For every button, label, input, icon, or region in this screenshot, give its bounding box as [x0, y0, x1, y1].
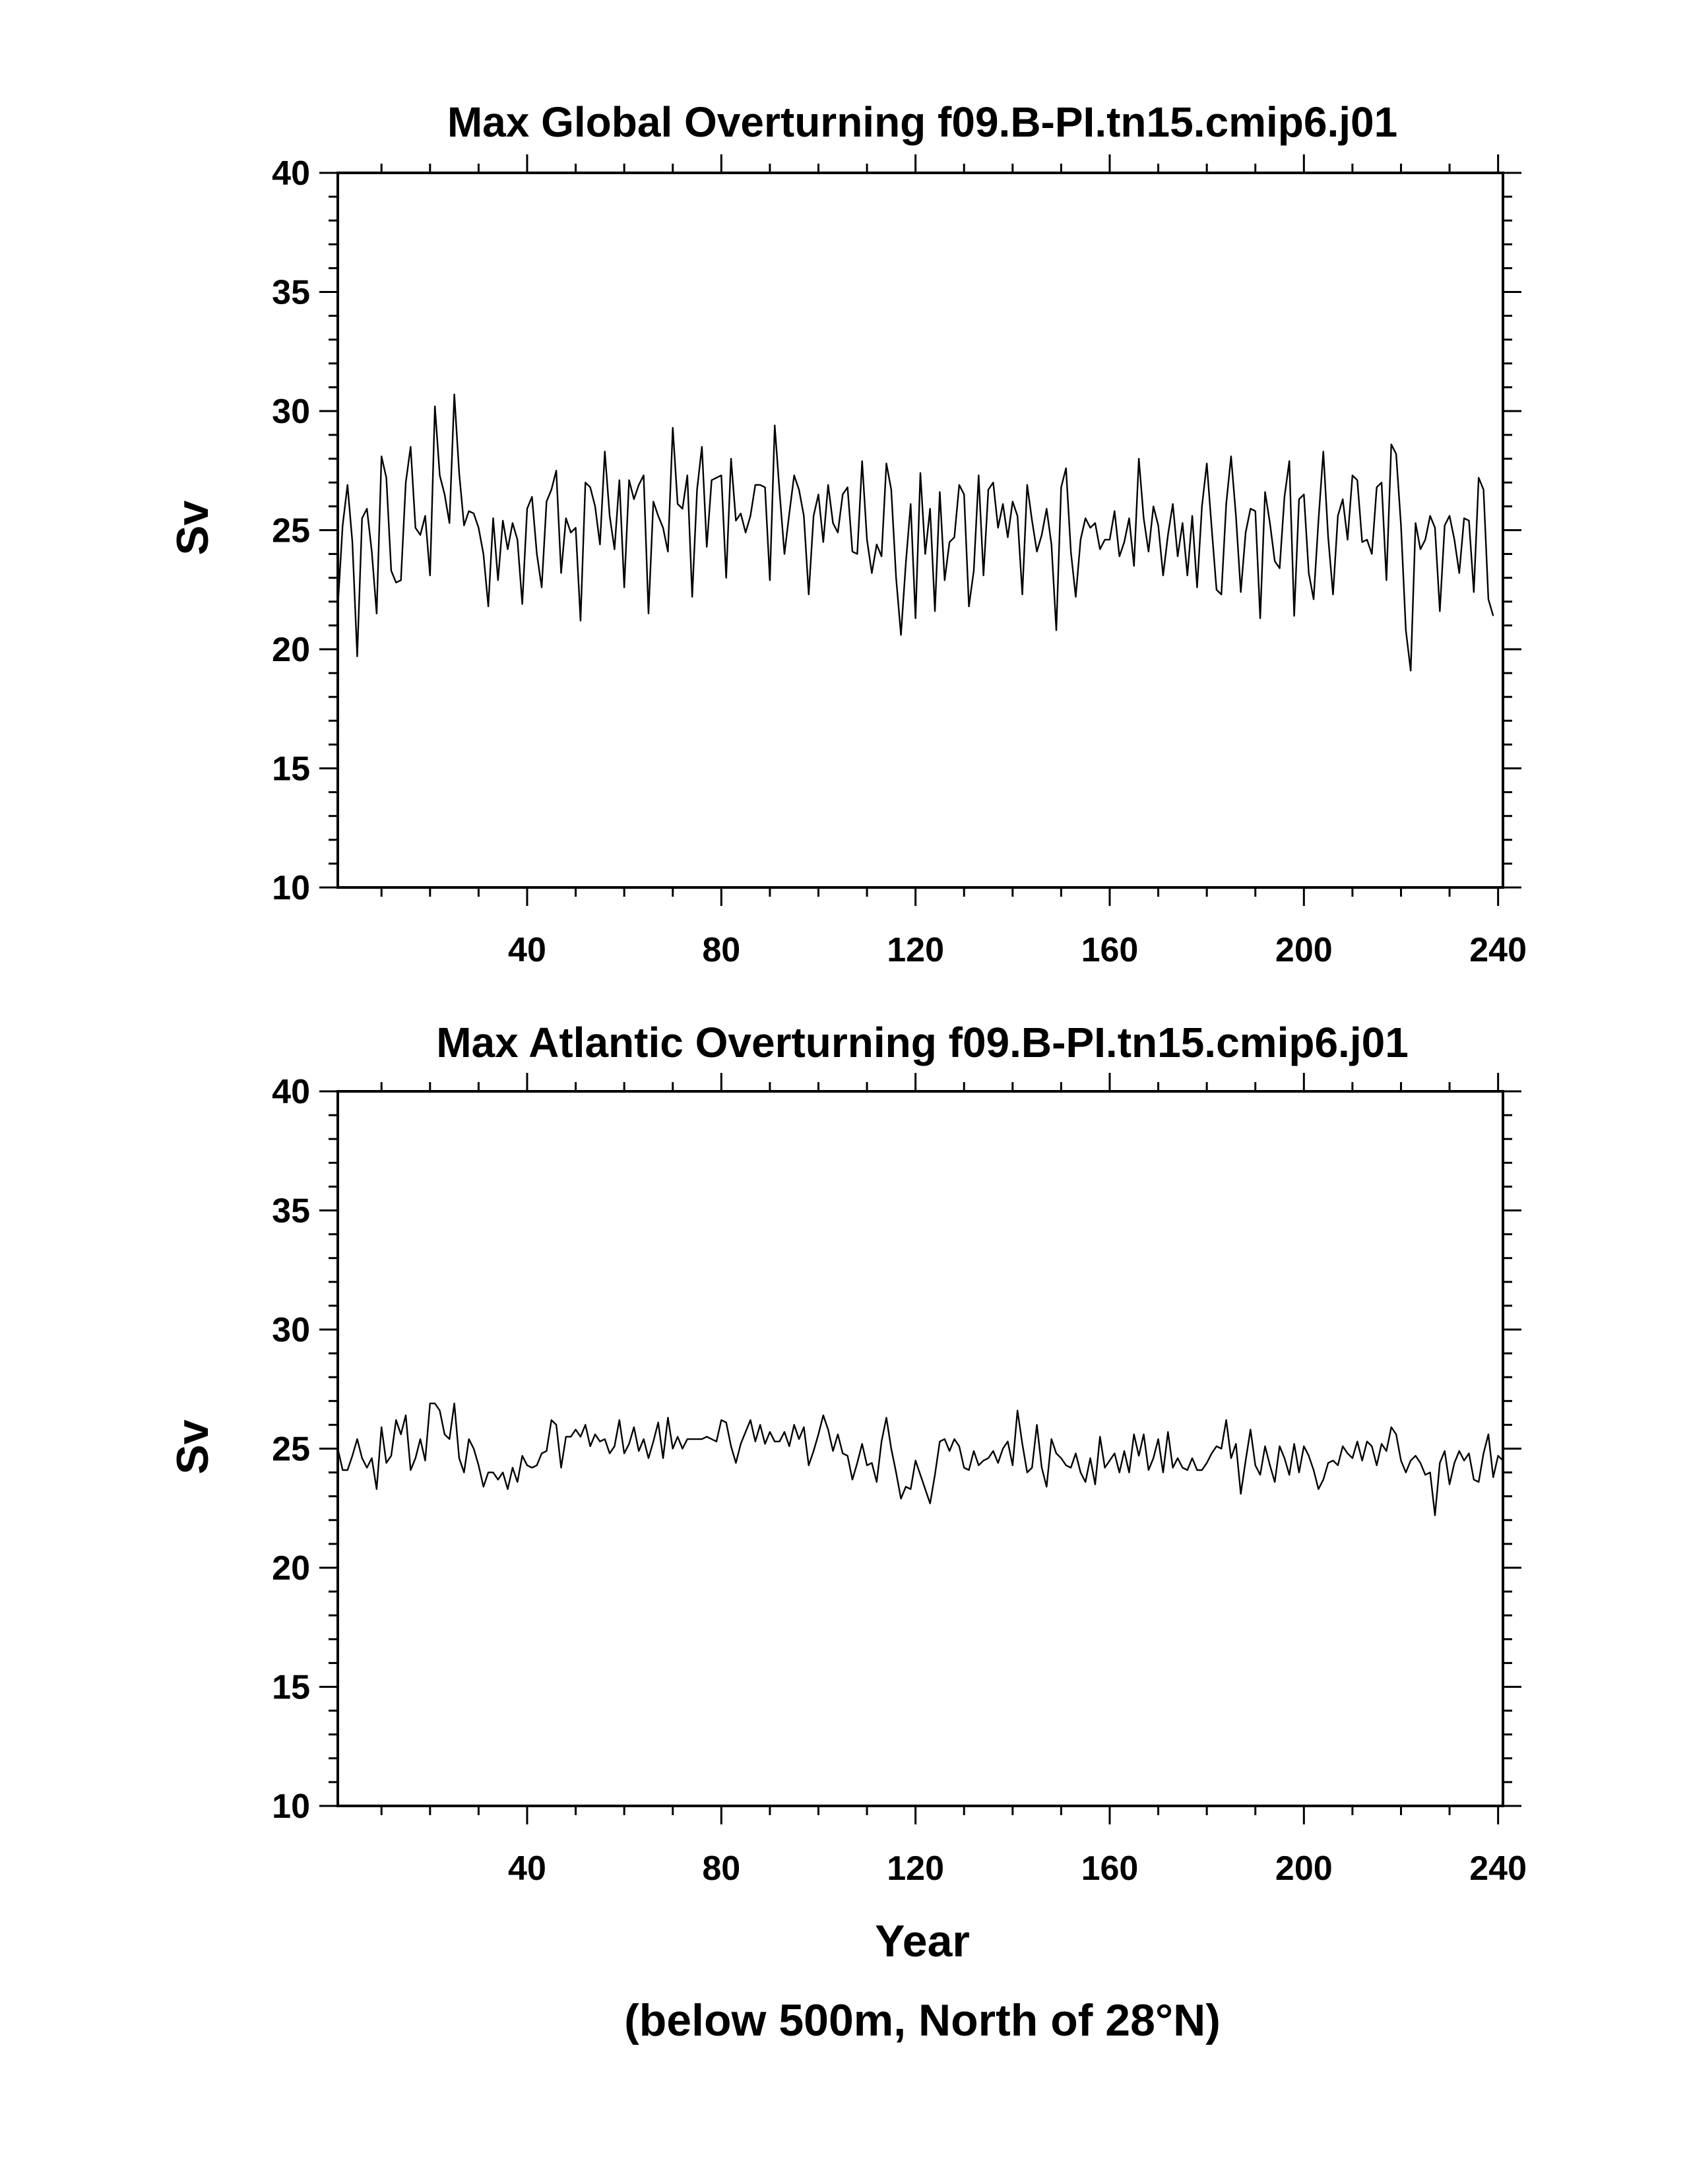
y-tick-label: 15 [272, 750, 310, 788]
y-tick-label: 10 [272, 1787, 310, 1826]
y-tick-label: 20 [272, 631, 310, 669]
x-tick-label: 40 [508, 931, 546, 969]
plot-frame [338, 1091, 1503, 1806]
y-tick-label: 25 [272, 511, 310, 550]
panel-title: Max Global Overturning f09.B-PI.tn15.cmip6.j01 [447, 98, 1398, 146]
y-tick-label: 40 [272, 1073, 310, 1111]
y-tick-label: 15 [272, 1668, 310, 1707]
y-tick-label: 10 [272, 869, 310, 907]
tick-labels [272, 154, 1527, 969]
x-tick-label: 40 [508, 1849, 546, 1888]
x-tick-label: 160 [1081, 1849, 1139, 1888]
x-tick-label: 200 [1275, 931, 1333, 969]
panel-title: Max Atlantic Overturning f09.B-PI.tn15.cmip6.j01 [436, 1019, 1409, 1066]
axis-ticks [319, 154, 1521, 906]
y-tick-label: 30 [272, 393, 310, 431]
y-tick-label: 35 [272, 1192, 310, 1231]
global-overturning-panel [168, 98, 1527, 969]
x-tick-label: 80 [702, 1849, 741, 1888]
x-tick-label: 240 [1469, 1849, 1527, 1888]
y-axis-label: Sv [168, 500, 218, 556]
y-tick-label: 20 [272, 1549, 310, 1588]
series-line [338, 395, 1493, 671]
y-axis-label: Sv [168, 1419, 218, 1475]
y-tick-label: 25 [272, 1430, 310, 1469]
y-tick-label: 35 [272, 273, 310, 312]
x-tick-label: 120 [887, 1849, 945, 1888]
axis-ticks [319, 1073, 1521, 1824]
atlantic-overturning-panel [168, 1019, 1527, 1888]
x-axis-label: Year [875, 1916, 970, 1966]
x-tick-label: 240 [1469, 931, 1527, 969]
x-tick-label: 200 [1275, 1849, 1333, 1888]
x-tick-label: 80 [702, 931, 741, 969]
x-tick-label: 160 [1081, 931, 1139, 969]
y-tick-label: 40 [272, 154, 310, 193]
x-tick-label: 120 [887, 931, 945, 969]
y-tick-label: 30 [272, 1311, 310, 1349]
series-line [338, 1403, 1503, 1516]
tick-labels [272, 1073, 1527, 1888]
figure-caption: (below 500m, North of 28°N) [624, 1995, 1221, 2045]
